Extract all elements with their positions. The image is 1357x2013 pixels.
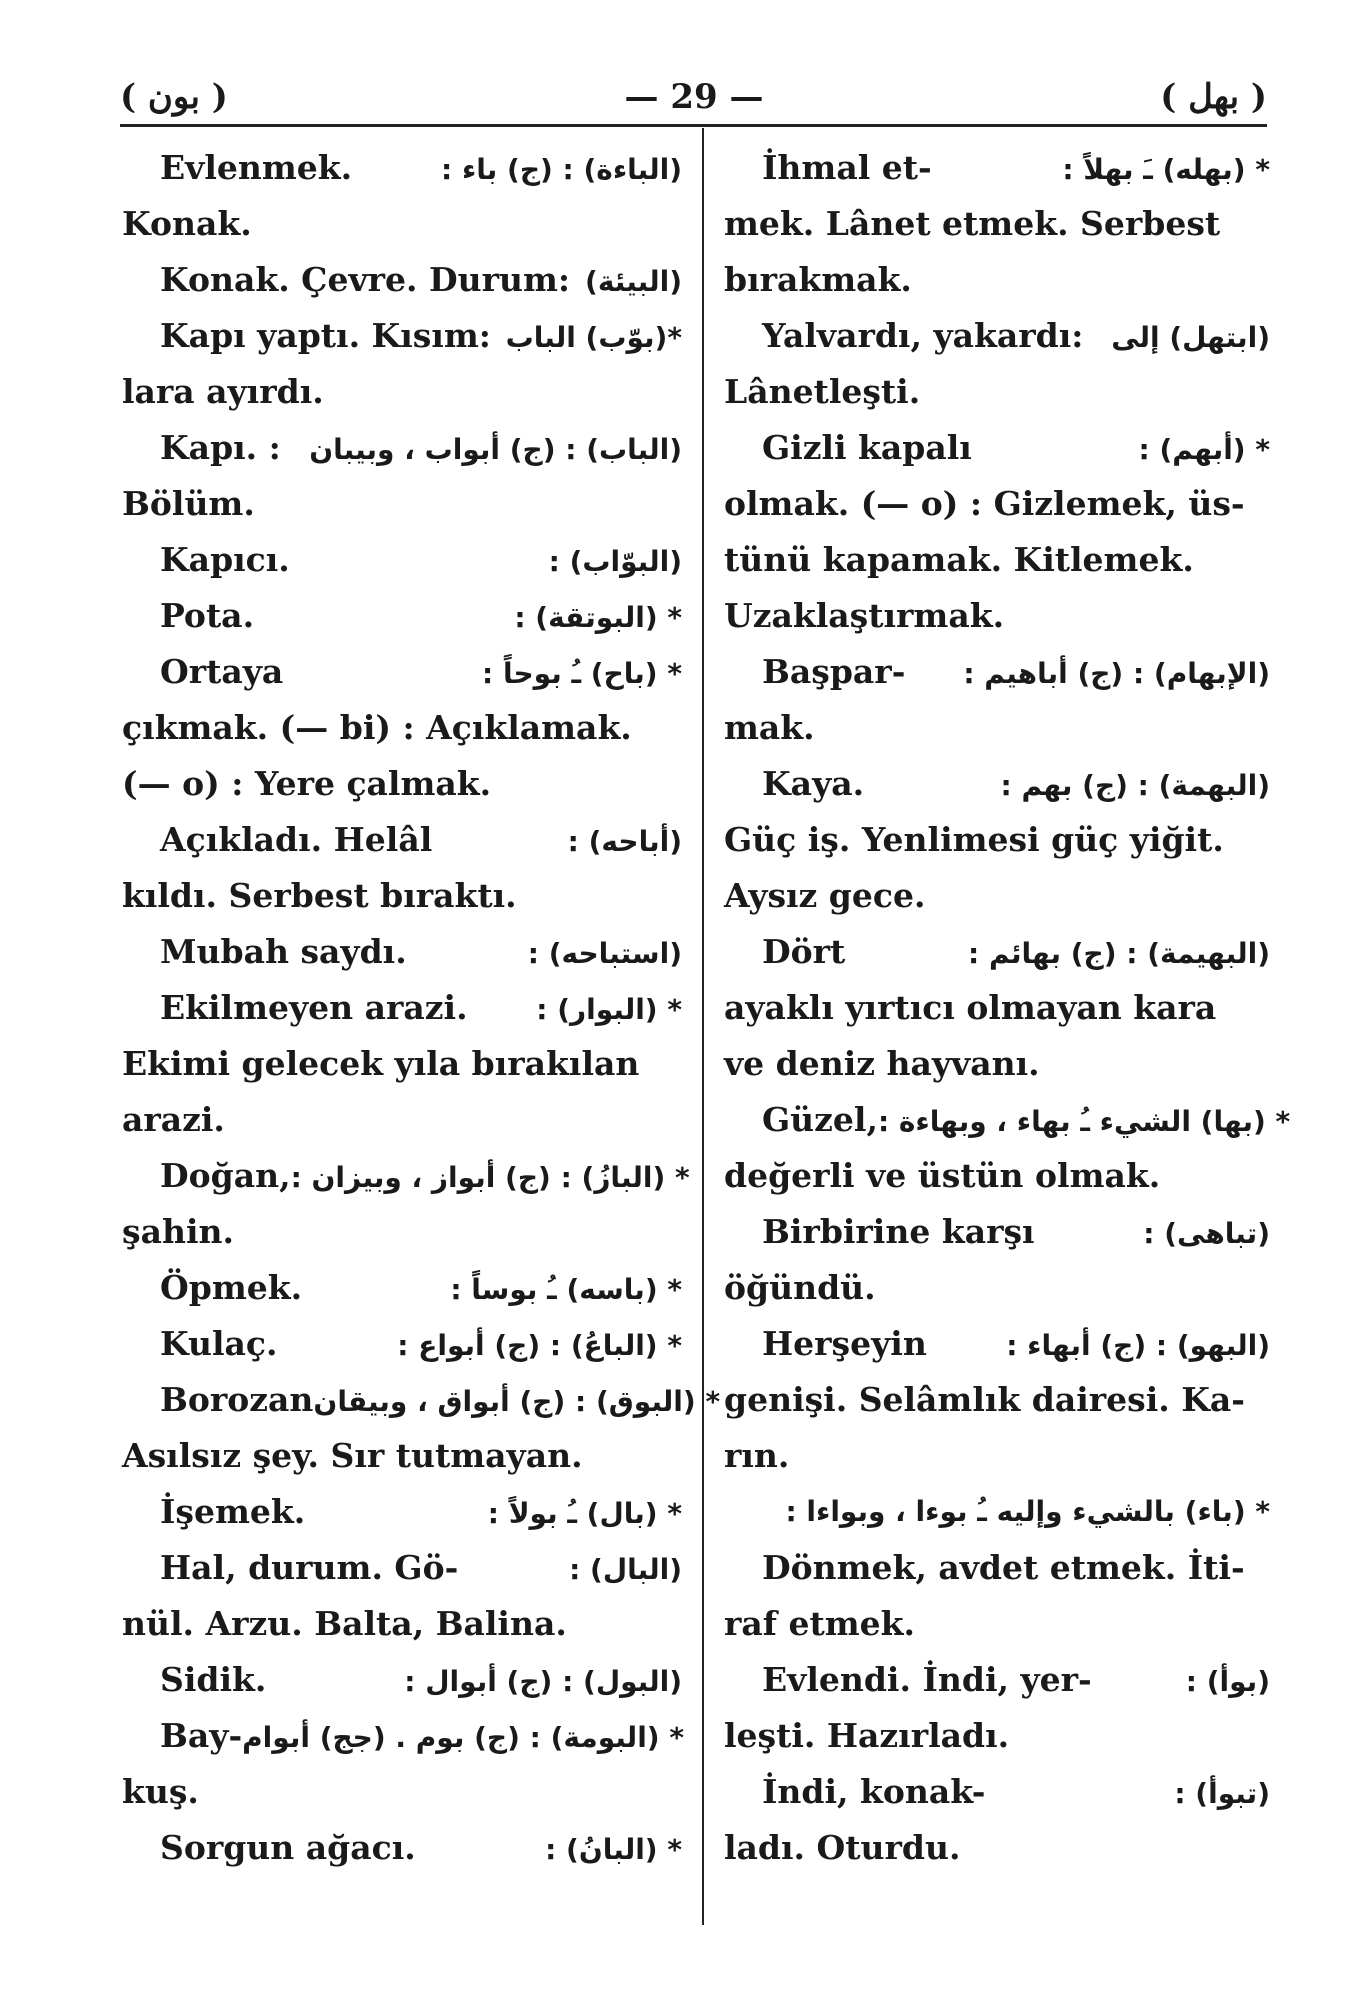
dictionary-entry (122, 1708, 682, 1764)
entry-headword-arabic: * (البومة) : (ج) بوم . (جج) أبوام (242, 1721, 684, 1754)
entry-definition: Açıkladı. Helâl (160, 820, 433, 859)
entry-headword-arabic: (البهمة) : (ج) بهم : (1000, 769, 1270, 802)
left-guide-word: ( بون ) (120, 77, 228, 117)
entry-definition: Konak. (122, 204, 252, 243)
dictionary-entry (122, 1260, 682, 1316)
entry-definition: Mubah saydı. (160, 932, 407, 971)
entry-definition: Konak. Çevre. Durum: (160, 260, 571, 299)
entry-definition: Ortaya (160, 652, 284, 691)
entry-continuation: leşti. Hazırladı. (724, 1716, 1010, 1755)
entry-headword-arabic: (الباب) : (ج) أبواب ، وبيبان (309, 433, 682, 466)
entry-continuation: mak. (724, 708, 815, 747)
dictionary-entry (122, 196, 682, 252)
entry-headword-arabic: (ابتهل) إلى (1111, 321, 1270, 354)
entry-definition: Ekilmeyen arazi. (160, 988, 468, 1027)
entry-headword-arabic: * (البوق) : (ج) أبواق ، وبيقان (313, 1385, 721, 1418)
dictionary-entry (122, 1540, 682, 1596)
dictionary-entry (122, 1820, 682, 1876)
entry-headword-arabic: (الإبهام) : (ج) أباهيم : (963, 657, 1270, 690)
entry-headword-arabic: * (بال) ـُ بولاً : (487, 1497, 682, 1530)
entry-headword-arabic: * (باسه) ـُ بوساً : (450, 1273, 682, 1306)
entry-continuation: bırakmak. (724, 260, 912, 299)
entry-definition: Kapıcı. (160, 540, 290, 579)
entry-definition: Kapı. : (160, 428, 281, 467)
entry-headword-arabic: * (باء) بالشيء وإليه ـُ بوءا ، وبواءا : (785, 1495, 1270, 1528)
entry-continuation: lara ayırdı. (122, 372, 324, 411)
entry-continuation: Ekimi gelecek yıla bırakılan (122, 1044, 640, 1083)
entry-continuation: Uzaklaştırmak. (724, 596, 1005, 635)
entry-definition: Kaya. (762, 764, 865, 803)
entry-headword-arabic: * (البوار) : (536, 993, 682, 1026)
entry-headword-arabic: (استباحه) : (527, 937, 682, 970)
entry-continuation: genişi. Selâmlık dairesi. Ka- (724, 1380, 1246, 1419)
entry-headword-arabic: * (البوتقة) : (514, 601, 682, 634)
entry-definition: Bay- (160, 1716, 243, 1755)
entry-continuation: Bölüm. (122, 484, 255, 523)
dictionary-entry (122, 924, 682, 980)
entry-definition: Öpmek. (160, 1268, 303, 1307)
entry-headword-arabic: (تبوأ) : (1174, 1777, 1270, 1810)
right-guide-word: ( بهل ) (1160, 77, 1267, 117)
entry-definition: Dönmek, avdet etmek. İti- (762, 1548, 1245, 1587)
left-column (122, 140, 721, 1876)
entry-continuation: Aysız gece. (724, 876, 926, 915)
entry-continuation: öğündü. (724, 1268, 876, 1307)
page-number: — 29 — (624, 77, 764, 117)
entry-continuation: Güç iş. Yenlimesi güç yiğit. (724, 820, 1224, 859)
dictionary-entry (122, 532, 682, 588)
entry-headword-arabic: (البهيمة) : (ج) بهائم : (968, 937, 1270, 970)
dictionary-entry (724, 756, 1270, 812)
dictionary-entry (724, 644, 1270, 700)
entry-definition: Kulaç. (160, 1324, 278, 1363)
dictionary-entry (724, 1764, 1270, 1820)
dictionary-entry (724, 1092, 1291, 1148)
entry-continuation: (— o) : Yere çalmak. (122, 764, 492, 803)
dictionary-entry (724, 420, 1270, 476)
entry-definition: Birbirine karşı (762, 1212, 1035, 1251)
entry-continuation: tünü kapamak. Kitlemek. (724, 540, 1194, 579)
dictionary-entry (122, 812, 682, 868)
entry-continuation: raf etmek. (724, 1604, 915, 1643)
entry-continuation: ayaklı yırtıcı olmayan kara (724, 988, 1217, 1027)
dictionary-entry (724, 1652, 1270, 1708)
entry-continuation: Asılsız şey. Sır tutmayan. (122, 1436, 583, 1475)
entry-headword-arabic: (البال) : (569, 1553, 682, 1586)
entry-headword-arabic: * (أبهم) : (1138, 433, 1270, 466)
entry-definition: Sorgun ağacı. (160, 1828, 416, 1867)
entry-continuation: çıkmak. (— bi) : Açıklamak. (122, 708, 632, 747)
entry-headword-arabic: (البوّاب) : (548, 545, 682, 578)
entry-definition: Yalvardı, yakardı: (762, 316, 1084, 355)
entry-definition: Kapı yaptı. Kısım: (160, 316, 491, 355)
entry-continuation: mek. Lânet etmek. Serbest (724, 204, 1221, 243)
entry-headword-arabic: (البهو) : (ج) أبهاء : (1006, 1329, 1270, 1362)
dictionary-entry (122, 1652, 682, 1708)
dictionary-entry (122, 588, 682, 644)
header-rule (120, 124, 1267, 127)
entry-continuation: kuş. (122, 1772, 199, 1811)
entry-definition: Doğan, (160, 1156, 291, 1195)
entry-continuation: ve deniz hayvanı. (724, 1044, 1040, 1083)
entry-continuation: değerli ve üstün olmak. (724, 1156, 1161, 1195)
entry-headword-arabic: * (بهله) ـَ بهلاً : (1062, 153, 1270, 186)
dictionary-entry (724, 1204, 1270, 1260)
entry-headword-arabic: *(بوّب) الباب (505, 321, 682, 354)
entry-definition: Sidik. (160, 1660, 267, 1699)
entry-headword-arabic: * (البانُ) : (545, 1833, 682, 1866)
entry-definition: Borozan (160, 1380, 314, 1419)
dictionary-entry (724, 140, 1270, 196)
entry-headword-arabic: (الباءة) : (ج) باء : (441, 153, 682, 186)
entry-continuation: arazi. (122, 1100, 225, 1139)
entry-definition: İşemek. (160, 1492, 306, 1531)
entry-headword-arabic: * (بها) الشيء ـُ بهاء ، وبهاءة : (877, 1105, 1291, 1138)
dictionary-entry (122, 644, 682, 700)
entry-continuation: rın. (724, 1436, 790, 1475)
dictionary-entry (122, 140, 682, 196)
dictionary-entry (724, 1540, 1270, 1596)
entry-definition: Evlendi. İndi, yer- (762, 1660, 1092, 1699)
entry-continuation: şahin. (122, 1212, 234, 1251)
column-divider (702, 128, 704, 1925)
entry-definition: Güzel, (762, 1100, 878, 1139)
entry-headword-arabic: * (باح) ـُ بوحاً : (482, 657, 682, 690)
entry-headword-arabic: * (الباعُ) : (ج) أبواع : (397, 1329, 682, 1362)
entry-definition: Hal, durum. Gö- (160, 1548, 459, 1587)
entry-definition: İndi, konak- (762, 1772, 986, 1811)
dictionary-entry (724, 924, 1270, 980)
entry-headword-arabic: * (البازُ) : (ج) أبواز ، وبيزان : (290, 1161, 690, 1194)
entry-continuation: olmak. (— o) : Gizlemek, üs- (724, 484, 1245, 523)
dictionary-entry (122, 1484, 682, 1540)
entry-definition: Herşeyin (762, 1324, 927, 1363)
entry-definition: İhmal et- (762, 148, 932, 187)
entry-headword-arabic: (البول) : (ج) أبوال : (404, 1665, 682, 1698)
dictionary-entry (724, 1484, 1270, 1540)
page-header (120, 72, 1267, 122)
dictionary-entry (122, 1372, 721, 1428)
entry-definition: Gizli kapalı (762, 428, 972, 467)
entry-headword-arabic: (بوأ) : (1185, 1665, 1270, 1698)
dictionary-entry (122, 420, 682, 476)
entry-continuation: kıldı. Serbest bıraktı. (122, 876, 517, 915)
dictionary-entry (122, 1148, 690, 1204)
entry-continuation: Lânetleşti. (724, 372, 921, 411)
dictionary-entry (122, 1316, 682, 1372)
entry-definition: Başpar- (762, 652, 906, 691)
entry-headword-arabic: (تباهى) : (1143, 1217, 1270, 1250)
entry-definition: Dört (762, 932, 846, 971)
dictionary-entry (724, 1316, 1270, 1372)
right-column (724, 140, 1291, 1876)
entry-definition: Pota. (160, 596, 255, 635)
dictionary-entry (724, 308, 1270, 364)
entry-continuation: nül. Arzu. Balta, Balina. (122, 1604, 567, 1643)
entry-continuation: ladı. Oturdu. (724, 1828, 961, 1867)
entry-headword-arabic: (البيئة) (585, 265, 682, 298)
dictionary-entry (122, 252, 682, 308)
dictionary-entry (122, 980, 682, 1036)
entry-headword-arabic: (أباحه) : (567, 825, 682, 858)
dictionary-entry (122, 308, 682, 364)
entry-definition: Evlenmek. (160, 148, 353, 187)
